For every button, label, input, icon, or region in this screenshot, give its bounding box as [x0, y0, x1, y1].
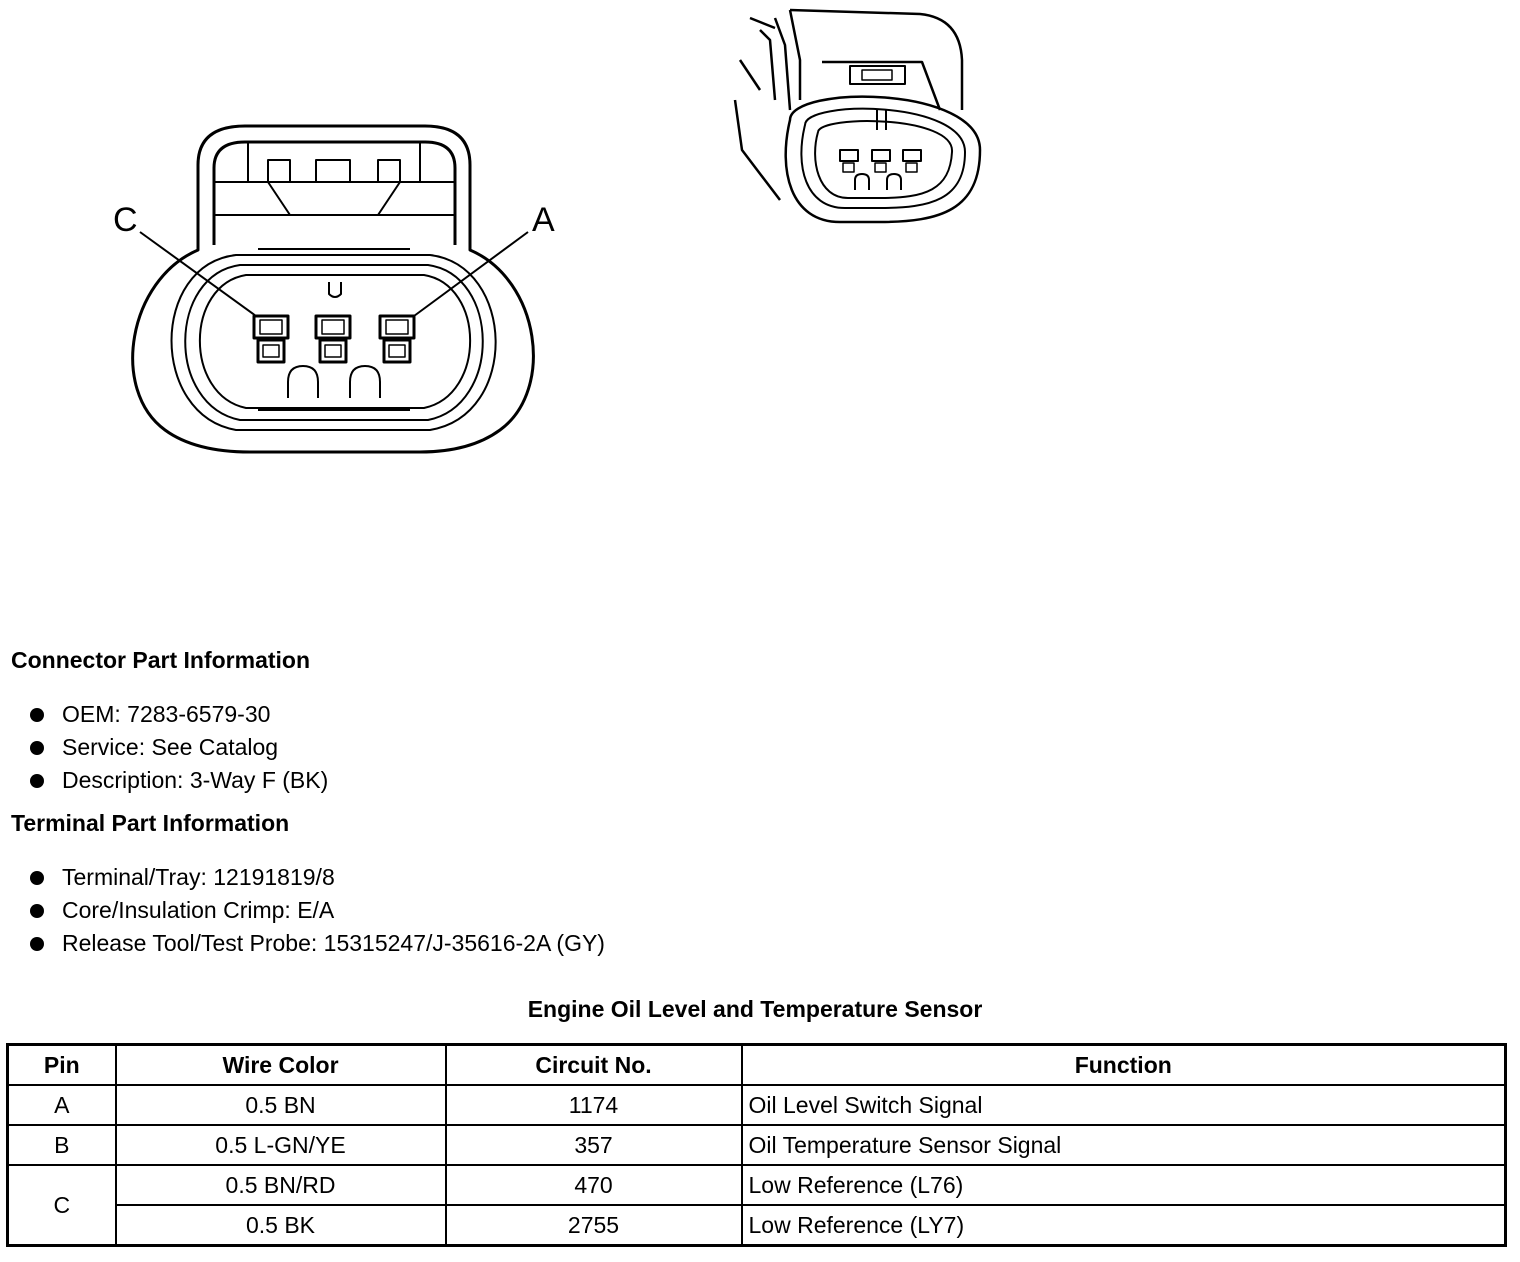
connector-diagram: [0, 0, 1520, 600]
list-item-text: Terminal/Tray: 12191819/8: [62, 864, 335, 890]
list-item-text: Description: 3-Way F (BK): [62, 767, 329, 793]
terminal-info-list: [28, 861, 605, 960]
list-item: [28, 764, 328, 797]
cell-function: Oil Level Switch Signal: [742, 1085, 1506, 1125]
list-item: [28, 698, 328, 731]
bullet-icon: [30, 871, 44, 885]
list-item-text: Release Tool/Test Probe: 15315247/J-35616-2A (GY): [62, 930, 605, 956]
table-row: [8, 1125, 1506, 1165]
bullet-icon: [30, 904, 44, 918]
table-row: [8, 1205, 1506, 1246]
list-item-text: OEM: 7283-6579-30: [62, 701, 271, 727]
connector-info-title: Connector Part Information: [11, 647, 311, 673]
list-item: [28, 894, 605, 927]
list-item-text: Core/Insulation Crimp: E/A: [62, 897, 335, 923]
header-function: Function: [742, 1045, 1506, 1086]
terminal-info-title: Terminal Part Information: [11, 810, 290, 836]
bullet-icon: [30, 708, 44, 722]
cell-circuit: 470: [446, 1165, 742, 1205]
cell-function: Oil Temperature Sensor Signal: [742, 1125, 1506, 1165]
cell-pin: A: [8, 1085, 116, 1125]
header-pin: Pin: [8, 1045, 116, 1086]
cell-pin: C: [8, 1165, 116, 1246]
cell-circuit: 357: [446, 1125, 742, 1165]
cell-wire-color: 0.5 BN/RD: [116, 1165, 446, 1205]
cell-wire-color: 0.5 BK: [116, 1205, 446, 1246]
table-title: Engine Oil Level and Temperature Sensor: [527, 996, 983, 1022]
cell-wire-color: 0.5 BN: [116, 1085, 446, 1125]
bullet-icon: [30, 741, 44, 755]
connector-info-list: [28, 698, 328, 797]
list-item: [28, 731, 328, 764]
cell-function: Low Reference (LY7): [742, 1205, 1506, 1246]
connector-isometric-view: [735, 10, 980, 222]
pin-label-a: A: [532, 201, 555, 239]
list-item-text: Service: See Catalog: [62, 734, 279, 760]
bullet-icon: [30, 774, 44, 788]
list-item: [28, 861, 605, 894]
list-item: [28, 927, 605, 960]
table-row: [8, 1165, 1506, 1205]
cell-circuit: 1174: [446, 1085, 742, 1125]
pinout-table: [6, 1043, 1507, 1247]
table-row: [8, 1085, 1506, 1125]
table-header-row: [8, 1045, 1506, 1086]
cell-function: Low Reference (L76): [742, 1165, 1506, 1205]
cell-circuit: 2755: [446, 1205, 742, 1246]
header-circuit-no: Circuit No.: [446, 1045, 742, 1086]
cell-pin: B: [8, 1125, 116, 1165]
header-wire-color: Wire Color: [116, 1045, 446, 1086]
cell-wire-color: 0.5 L-GN/YE: [116, 1125, 446, 1165]
pin-label-c: C: [113, 201, 138, 239]
connector-face-view: [133, 126, 534, 452]
bullet-icon: [30, 937, 44, 951]
